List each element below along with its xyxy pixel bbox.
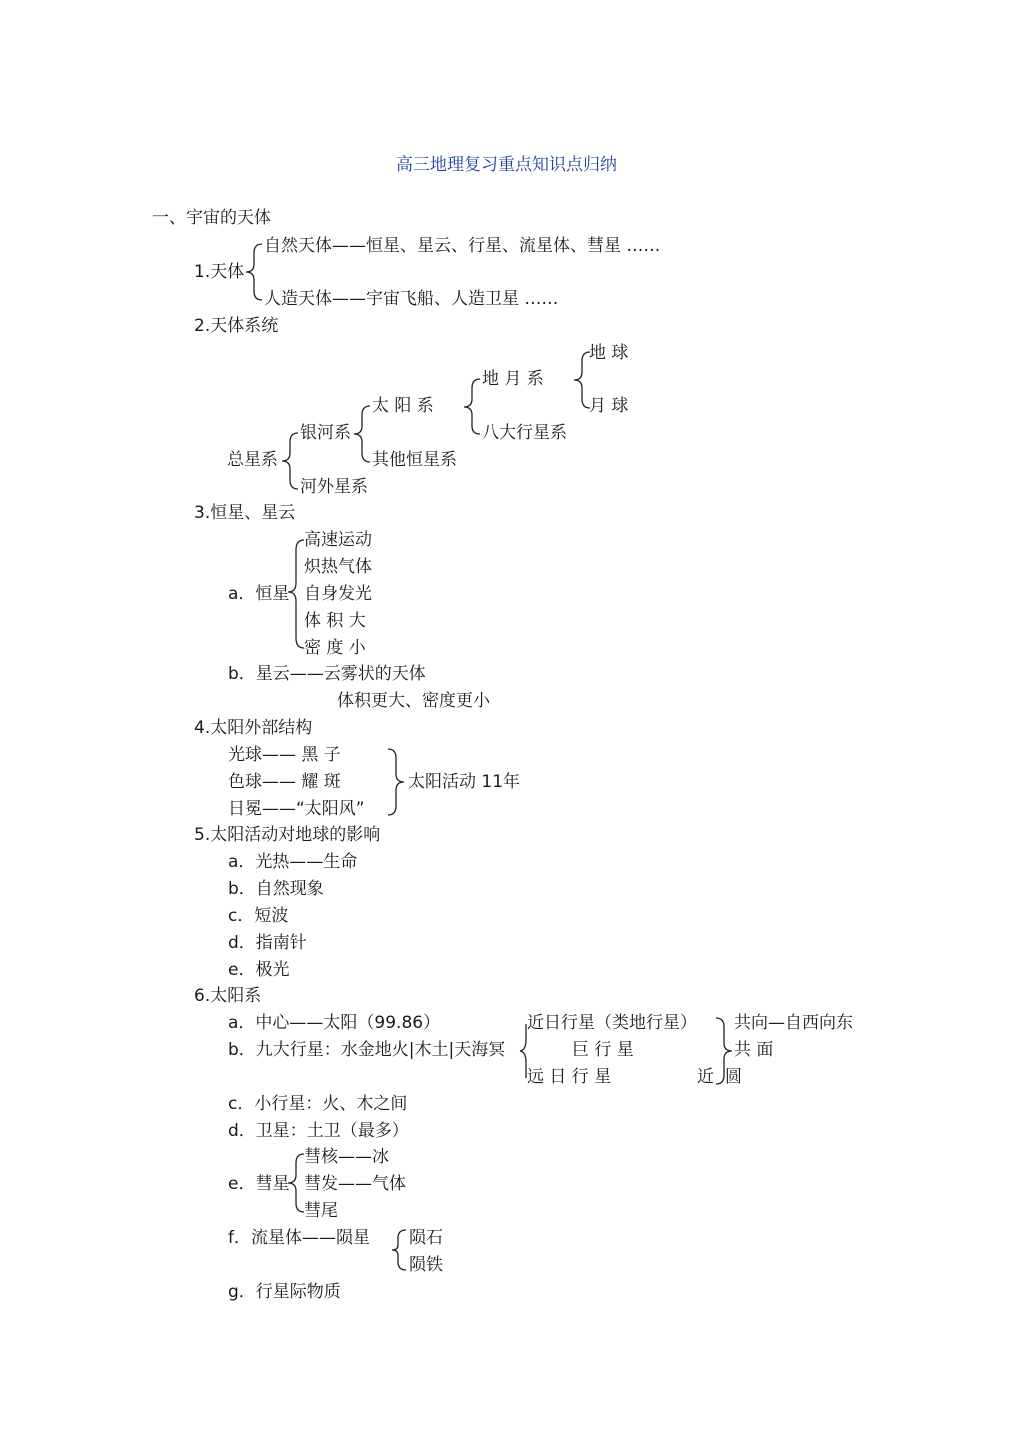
satellites: d．卫星：土卫（最多） (228, 1121, 409, 1141)
meteorite-type: 陨铁 (409, 1255, 443, 1275)
near-circular-2: 圆 (725, 1067, 742, 1087)
star-feature: 高速运动 (304, 530, 372, 550)
solar-system: 太 阳 系 (372, 396, 434, 416)
point-3-label: 3.恒星、星云 (194, 503, 296, 523)
milky-way: 银河系 (300, 423, 351, 443)
moon-label: 月 球 (589, 396, 629, 416)
brace-solar (464, 379, 480, 434)
coplanar: 共 面 (734, 1040, 774, 1060)
star-feature: 自身发光 (304, 584, 372, 604)
influence-item: c．短波 (228, 906, 289, 926)
nebula-detail: 体积更大、密度更小 (337, 691, 490, 711)
comet-part: 彗核——冰 (304, 1147, 389, 1167)
point-4-label: 4.太阳外部结构 (194, 718, 313, 738)
section-heading: 一、宇宙的天体 (152, 208, 271, 228)
sun-layer: 光球—— 黑 子 (228, 745, 341, 765)
brace-galaxy (354, 406, 370, 462)
influence-item: b．自然现象 (228, 879, 324, 899)
earth-label: 地 球 (589, 343, 629, 363)
far-sun-planets: 远 日 行 星 (527, 1067, 612, 1087)
brace-planet-groups (520, 1024, 526, 1078)
near-sun-planets: 近日行星（类地行星） (527, 1013, 697, 1033)
point-6-label: 6.太阳系 (194, 986, 262, 1006)
eight-planets-system: 八大行星系 (482, 423, 567, 443)
near-circular-1: 近 (697, 1067, 714, 1087)
comet-part: 彗发——气体 (304, 1174, 406, 1194)
nebula-line: b．星云——云雾状的天体 (228, 664, 426, 684)
brace-earth-moon (574, 352, 590, 408)
interplanetary-matter: g．行星际物质 (228, 1282, 341, 1302)
solar-center: a．中心——太阳（99.86） (228, 1013, 441, 1033)
brace-solar-activity (388, 749, 404, 815)
influence-item: e．极光 (228, 960, 290, 980)
brace-comet (288, 1154, 304, 1212)
star-feature: 体 积 大 (304, 611, 366, 631)
extragalactic: 河外星系 (300, 477, 368, 497)
solar-activity: 太阳活动 11年 (408, 772, 521, 792)
star-label: a．恒星 (228, 584, 290, 604)
brace-star (288, 540, 304, 648)
same-direction: 共向—自西向东 (734, 1013, 853, 1033)
comet-label: e．彗星 (228, 1174, 290, 1194)
asteroids: c．小行星：火、木之间 (228, 1094, 408, 1114)
influence-item: a．光热——生命 (228, 852, 358, 872)
artificial-bodies: 人造天体——宇宙飞船、人造卫星 …… (264, 289, 559, 309)
sun-layer: 色球—— 耀 斑 (228, 772, 341, 792)
page-title: 高三地理复习重点知识点归纳 (396, 155, 617, 175)
comet-part: 彗尾 (304, 1201, 338, 1221)
natural-bodies: 自然天体——恒星、星云、行星、流星体、彗星 …… (264, 236, 661, 256)
star-feature: 密 度 小 (304, 638, 366, 658)
meteorite-type: 陨石 (409, 1228, 443, 1248)
star-feature: 炽热气体 (304, 557, 372, 577)
point-5-label: 5.太阳活动对地球的影响 (194, 825, 381, 845)
other-star-systems: 其他恒星系 (372, 450, 457, 470)
brace-universe (282, 433, 298, 489)
brace-celestial (246, 244, 262, 300)
influence-item: d．指南针 (228, 933, 307, 953)
universe: 总星系 (227, 450, 278, 470)
nine-planets: b．九大行星：水金地火|木土|天海冥 (228, 1040, 506, 1060)
earth-moon-system: 地 月 系 (482, 369, 544, 389)
sun-layer: 日冕——“太阳风” (228, 799, 365, 819)
brace-meteorite (392, 1230, 406, 1270)
giant-planets: 巨 行 星 (572, 1040, 634, 1060)
meteoroid: f．流星体——陨星 (228, 1228, 370, 1248)
point-2-label: 2.天体系统 (194, 316, 279, 336)
point-1-label: 1.天体 (194, 262, 245, 282)
